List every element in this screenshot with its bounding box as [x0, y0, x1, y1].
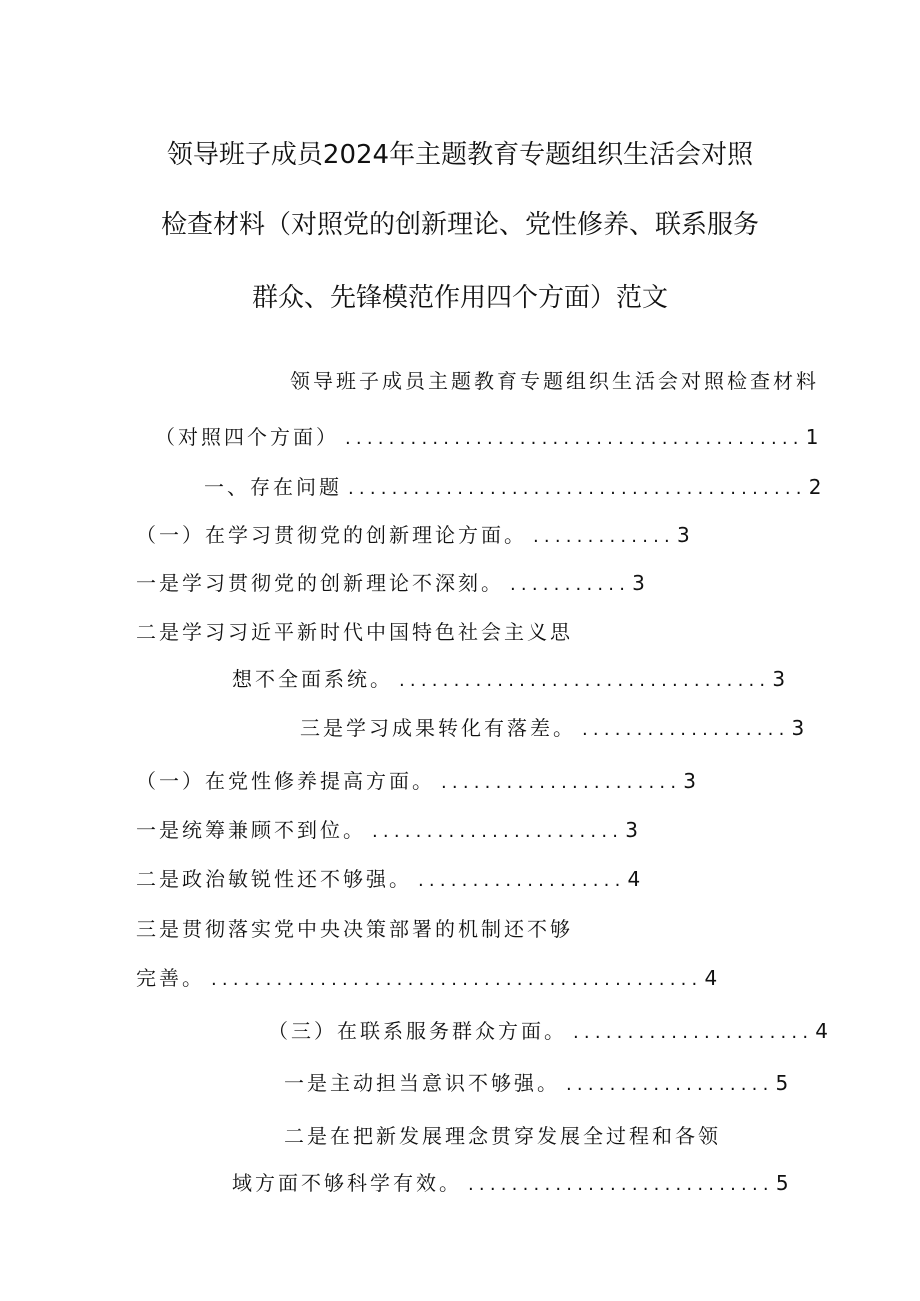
- toc-entry: [232, 665, 785, 695]
- toc-page-number: 3: [632, 571, 645, 595]
- toc-entry: [290, 367, 819, 395]
- toc-entry-text: 二是学习习近平新时代中国特色社会主义思: [136, 620, 573, 644]
- toc-leader-dots: ...................: [582, 719, 790, 740]
- toc-page-number: 4: [627, 867, 641, 891]
- toc-leader-dots: ......................: [573, 1022, 814, 1043]
- toc-leader-dots: ..........................................: [348, 478, 807, 499]
- toc-leader-dots: ............................: [468, 1174, 774, 1195]
- document-title-line-2: 检查材料（对照党的创新理论、党性修养、联系服务: [160, 210, 759, 240]
- toc-entry-text: 域方面不够科学有效。: [232, 1171, 462, 1195]
- toc-page-number: 5: [775, 1171, 789, 1195]
- toc-leader-dots: .......................: [372, 821, 624, 842]
- toc-page-number: 5: [775, 1071, 789, 1095]
- toc-entry-text: 二是政治敏锐性还不够强。: [136, 867, 412, 891]
- toc-leader-dots: ...................: [418, 870, 626, 891]
- document-title-line-1: 领导班子成员2024年主题教育专题组织生活会对照: [166, 140, 754, 170]
- toc-page-number: 3: [625, 818, 638, 842]
- toc-entry: [136, 618, 573, 646]
- toc-entry: [284, 1069, 788, 1099]
- toc-entry-text: 一是统筹兼顾不到位。: [136, 818, 366, 842]
- toc-page-number: 3: [772, 667, 786, 691]
- toc-page-number: 3: [791, 716, 805, 740]
- toc-entry: [136, 816, 638, 846]
- toc-page-number: 4: [704, 966, 718, 990]
- toc-entry: [268, 1017, 828, 1047]
- toc-entry-text: 一是学习贯彻党的创新理论不深刻。: [136, 571, 504, 595]
- toc-page-number: 4: [815, 1019, 829, 1043]
- toc-entry-text: 一、存在问题: [204, 475, 342, 499]
- toc-entry-text: （三）在联系服务群众方面。: [268, 1019, 567, 1043]
- toc-entry-text: （一）在学习贯彻党的创新理论方面。: [136, 523, 527, 547]
- toc-page-number: 2: [808, 475, 822, 499]
- toc-leader-dots: ..........................................: [345, 428, 804, 449]
- toc-page-number: 3: [676, 523, 690, 547]
- toc-leader-dots: .............................................: [211, 969, 703, 990]
- toc-entry: [300, 714, 804, 744]
- toc-entry-text: 想不全面系统。: [232, 667, 393, 691]
- toc-entry-text: 二是在把新发展理念贯穿发展全过程和各领: [284, 1124, 721, 1148]
- toc-leader-dots: ..................................: [399, 670, 771, 691]
- toc-entry: [155, 423, 818, 453]
- toc-entry: [136, 915, 573, 943]
- toc-entry-text: 完善。: [136, 966, 205, 990]
- toc-entry: [284, 1122, 721, 1150]
- toc-entry: [136, 767, 696, 797]
- toc-entry-text: 领导班子成员主题教育专题组织生活会对照检查材料: [290, 369, 819, 393]
- toc-entry-text: 三是贯彻落实党中央决策部署的机制还不够: [136, 917, 573, 941]
- toc-entry: [136, 865, 640, 895]
- toc-leader-dots: .............: [533, 526, 675, 547]
- toc-leader-dots: ...........: [510, 574, 631, 595]
- toc-entry: [136, 521, 690, 551]
- toc-entry: [232, 1169, 789, 1199]
- toc-entry: [204, 473, 821, 503]
- toc-leader-dots: ...................: [566, 1074, 774, 1095]
- toc-entry-text: （一）在党性修养提高方面。: [136, 769, 435, 793]
- document-title-line-3: 群众、先锋模范作用四个方面）范文: [251, 283, 668, 313]
- toc-entry: [136, 569, 645, 599]
- toc-entry-text: 三是学习成果转化有落差。: [300, 716, 576, 740]
- toc-page-number: 1: [805, 425, 819, 449]
- toc-entry-text: （对照四个方面）: [155, 425, 339, 449]
- toc-leader-dots: ......................: [441, 772, 682, 793]
- toc-entry-text: 一是主动担当意识不够强。: [284, 1071, 560, 1095]
- toc-page-number: 3: [683, 769, 697, 793]
- toc-entry: [136, 964, 717, 994]
